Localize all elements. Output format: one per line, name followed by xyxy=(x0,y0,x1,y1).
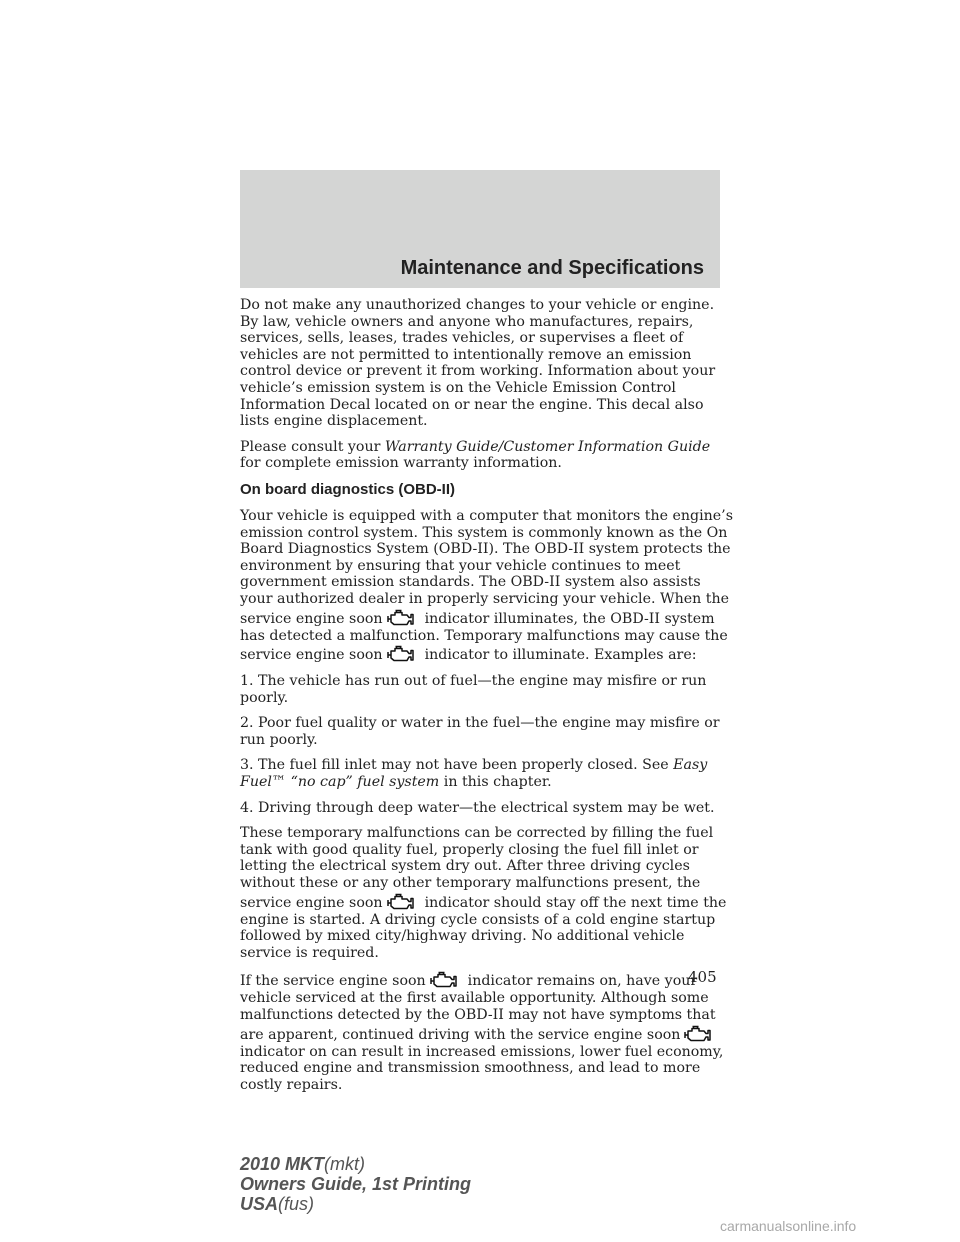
text-run: indicator should stay off the next time the engine is started. A driving cycle consists of a cold engine startup followed by mixed city/highway driving. No additional vehicle service is required. xyxy=(240,894,727,961)
chapter-title: Maintenance and Specifications xyxy=(400,257,704,279)
text-run: indicator on can result in increased emissions, lower fuel economy, reduced engine and transmission smoothness, and lead to more costly repairs. xyxy=(240,1043,724,1093)
site-watermark: carmanualsonline.info xyxy=(720,1218,857,1234)
footer-edition: Owners Guide, 1st Printing xyxy=(240,1174,472,1194)
footer-line-model xyxy=(240,1154,471,1174)
body-paragraph xyxy=(240,508,735,664)
body-paragraph xyxy=(240,439,735,472)
text-run: indicator remains on, have your vehicle serviced at the first available opportunity. Although some malfunctions detected by the OBD-II may not have symptoms that are apparent, continued driving with the service engine soon xyxy=(240,973,716,1043)
text-run: in this chapter. xyxy=(439,774,552,791)
text-run: 1. The vehicle has run out of fuel—the engine may misfire or run poorly. xyxy=(240,673,707,706)
engine-icon xyxy=(682,1024,712,1044)
body-paragraph xyxy=(240,757,735,790)
footer-line-edition xyxy=(240,1174,471,1194)
text-run: for complete emission warranty information. xyxy=(240,455,562,472)
body-paragraph xyxy=(240,800,735,817)
footer-market: USA xyxy=(240,1194,279,1214)
italic-reference: Warranty Guide/Customer Information Guide xyxy=(384,438,711,455)
text-run: indicator illuminates, the OBD-II system has detected a malfunction. Temporary malfunctions may cause the service engine soon xyxy=(240,610,728,664)
text-run: These temporary malfunctions can be corrected by filling the fuel tank with good quality fuel, properly closing the fuel fill inlet or letting the electrical system dry out. After three driving cycles without these or any other temporary malfunctions present, the service engine soon xyxy=(240,825,714,911)
engine-icon xyxy=(385,892,415,912)
footer-model-code: (mkt) xyxy=(324,1154,366,1174)
text-run: 3. The fuel fill inlet may not have been properly closed. See xyxy=(240,757,674,774)
print-footer xyxy=(240,1154,471,1214)
text-run: 2. Poor fuel quality or water in the fuel—the engine may misfire or run poorly. xyxy=(240,715,720,748)
page-number: 405 xyxy=(688,968,717,986)
text-run: Do not make any unauthorized changes to your vehicle or engine. By law, vehicle owners and anyone who manufactures, repairs, services, sells, leases, trades vehicles, or supervises a fleet of vehicles are not permitted to intentionally remove an emission control device or prevent it from working. Information about your vehicle’s emission system is on the Vehicle Emission Control Information Decal located on or near the engine. This decal also lists engine displacement. xyxy=(240,297,716,430)
engine-icon xyxy=(385,608,415,628)
footer-market-code: (fus) xyxy=(278,1194,315,1214)
text-run: Your vehicle is equipped with a computer that monitors the engine’s emission control system. This system is commonly known as the On Board Diagnostics System (OBD-II). The OBD-II system protects the environment by ensuring that your vehicle continues to meet government emission standards. The OBD-II system also assists your authorized dealer in properly servicing your vehicle. When the service engine soon xyxy=(240,507,733,627)
text-run: Please consult your xyxy=(240,438,385,455)
footer-model: 2010 MKT xyxy=(240,1154,325,1174)
engine-icon xyxy=(428,970,458,990)
engine-icon xyxy=(385,644,415,664)
chapter-header-band xyxy=(240,170,720,288)
text-run: indicator to illuminate. Examples are: xyxy=(424,647,697,664)
page-body xyxy=(240,297,735,1102)
body-paragraph xyxy=(240,673,735,706)
footer-line-market xyxy=(240,1194,471,1214)
body-paragraph xyxy=(240,970,735,1093)
text-run: 4. Driving through deep water—the electrical system may be wet. xyxy=(240,799,715,816)
body-paragraph xyxy=(240,715,735,748)
text-run: If the service engine soon xyxy=(240,973,426,990)
body-paragraph xyxy=(240,825,735,961)
section-heading xyxy=(240,481,735,499)
body-paragraph xyxy=(240,297,735,430)
text-run: On board diagnostics (OBD-II) xyxy=(240,480,456,498)
italic-reference: Easy Fuel™ “no cap” fuel system xyxy=(240,757,708,791)
